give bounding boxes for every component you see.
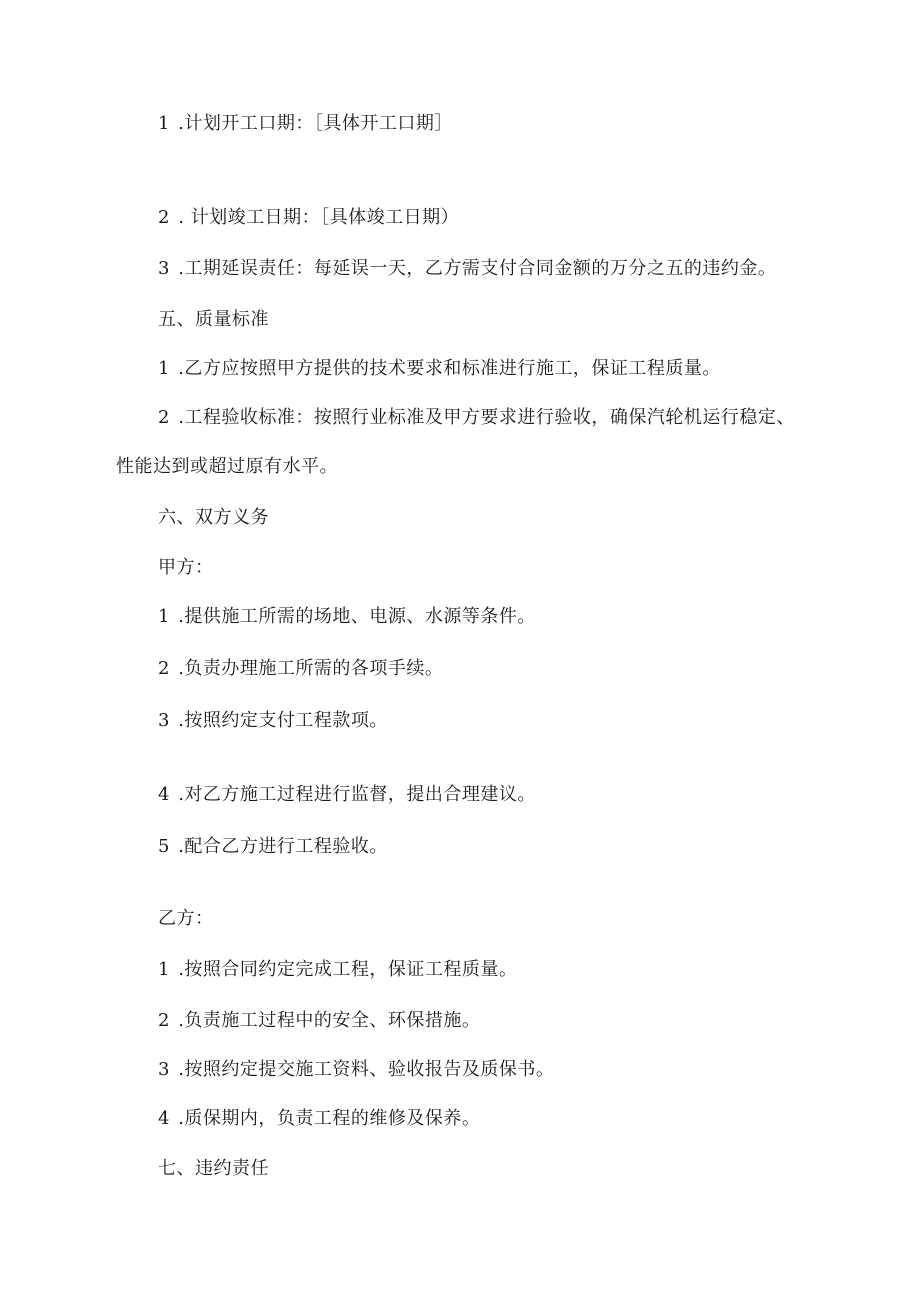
- party-a-item-3: [158, 709, 388, 733]
- item-number: 2: [158, 1010, 170, 1031]
- section-heading-quality: [158, 308, 269, 332]
- schedule-item-2: [158, 206, 459, 230]
- item-number: 3: [158, 1059, 170, 1080]
- party-text: 甲方：: [158, 557, 214, 578]
- section-heading-obligations: [158, 506, 269, 530]
- party-a-item-2: [158, 657, 443, 681]
- item-number: 5: [158, 836, 170, 857]
- item-text: .按照约定支付工程款项。: [178, 710, 388, 731]
- section-heading-liability: [158, 1157, 269, 1181]
- heading-text: 七、违约责任: [158, 1158, 269, 1179]
- party-a-item-5: [158, 835, 388, 859]
- item-text: .对乙方施工过程进行监督，提出合理建议。: [178, 784, 536, 805]
- party-b-item-1: [158, 958, 517, 982]
- item-number: 4: [158, 784, 170, 805]
- party-a-item-4: [158, 783, 536, 807]
- party-b-item-4: [158, 1107, 480, 1131]
- item-text: .质保期内，负责工程的维修及保养。: [178, 1108, 481, 1129]
- item-number: 3: [158, 710, 170, 731]
- item-text: .负责办理施工所需的各项手续。: [178, 658, 444, 679]
- item-number: 2: [158, 407, 170, 428]
- item-number: 1: [158, 606, 170, 627]
- item-text: .按照合同约定完成工程，保证工程质量。: [178, 959, 518, 980]
- item-number: 4: [158, 1108, 170, 1129]
- heading-text: 五、质量标准: [158, 309, 269, 330]
- party-b-item-3: [158, 1058, 554, 1082]
- item-number: 1: [158, 358, 170, 379]
- item-text: . 计划竣工日期：［具体竣工日期）: [178, 207, 460, 228]
- party-a-item-1: [158, 605, 536, 629]
- item-text: 性能达到或超过原有水平。: [116, 456, 338, 477]
- item-number: 2: [158, 207, 170, 228]
- party-a-label: [158, 556, 214, 580]
- item-text: .提供施工所需的场地、电源、水源等条件。: [178, 606, 536, 627]
- item-text: .配合乙方进行工程验收。: [178, 836, 388, 857]
- heading-text: 六、双方义务: [158, 507, 269, 528]
- quality-item-2-continuation: [116, 455, 338, 479]
- party-b-item-2: [158, 1009, 480, 1033]
- schedule-item-3: [158, 257, 776, 281]
- item-text: .工期延误责任：每延误一天，乙方需支付合同金额的万分之五的违约金。: [178, 258, 777, 279]
- schedule-item-1: [158, 112, 453, 136]
- item-text: .工程验收标准：按照行业标准及甲方要求进行验收，确保汽轮机运行稳定、: [178, 407, 795, 428]
- item-number: 1: [158, 959, 170, 980]
- quality-item-1: [158, 357, 721, 381]
- item-number: 2: [158, 658, 170, 679]
- party-b-label: [158, 907, 214, 931]
- item-text: .计划开工口期：［具体开工口期］: [178, 113, 453, 134]
- item-text: .负责施工过程中的安全、环保措施。: [178, 1010, 481, 1031]
- item-text: .按照约定提交施工资料、验收报告及质保书。: [178, 1059, 555, 1080]
- party-text: 乙方：: [158, 908, 214, 929]
- item-text: .乙方应按照甲方提供的技术要求和标准进行施工，保证工程质量。: [178, 358, 721, 379]
- item-number: 3: [158, 258, 170, 279]
- item-number: 1: [158, 113, 170, 134]
- quality-item-2: [158, 406, 795, 430]
